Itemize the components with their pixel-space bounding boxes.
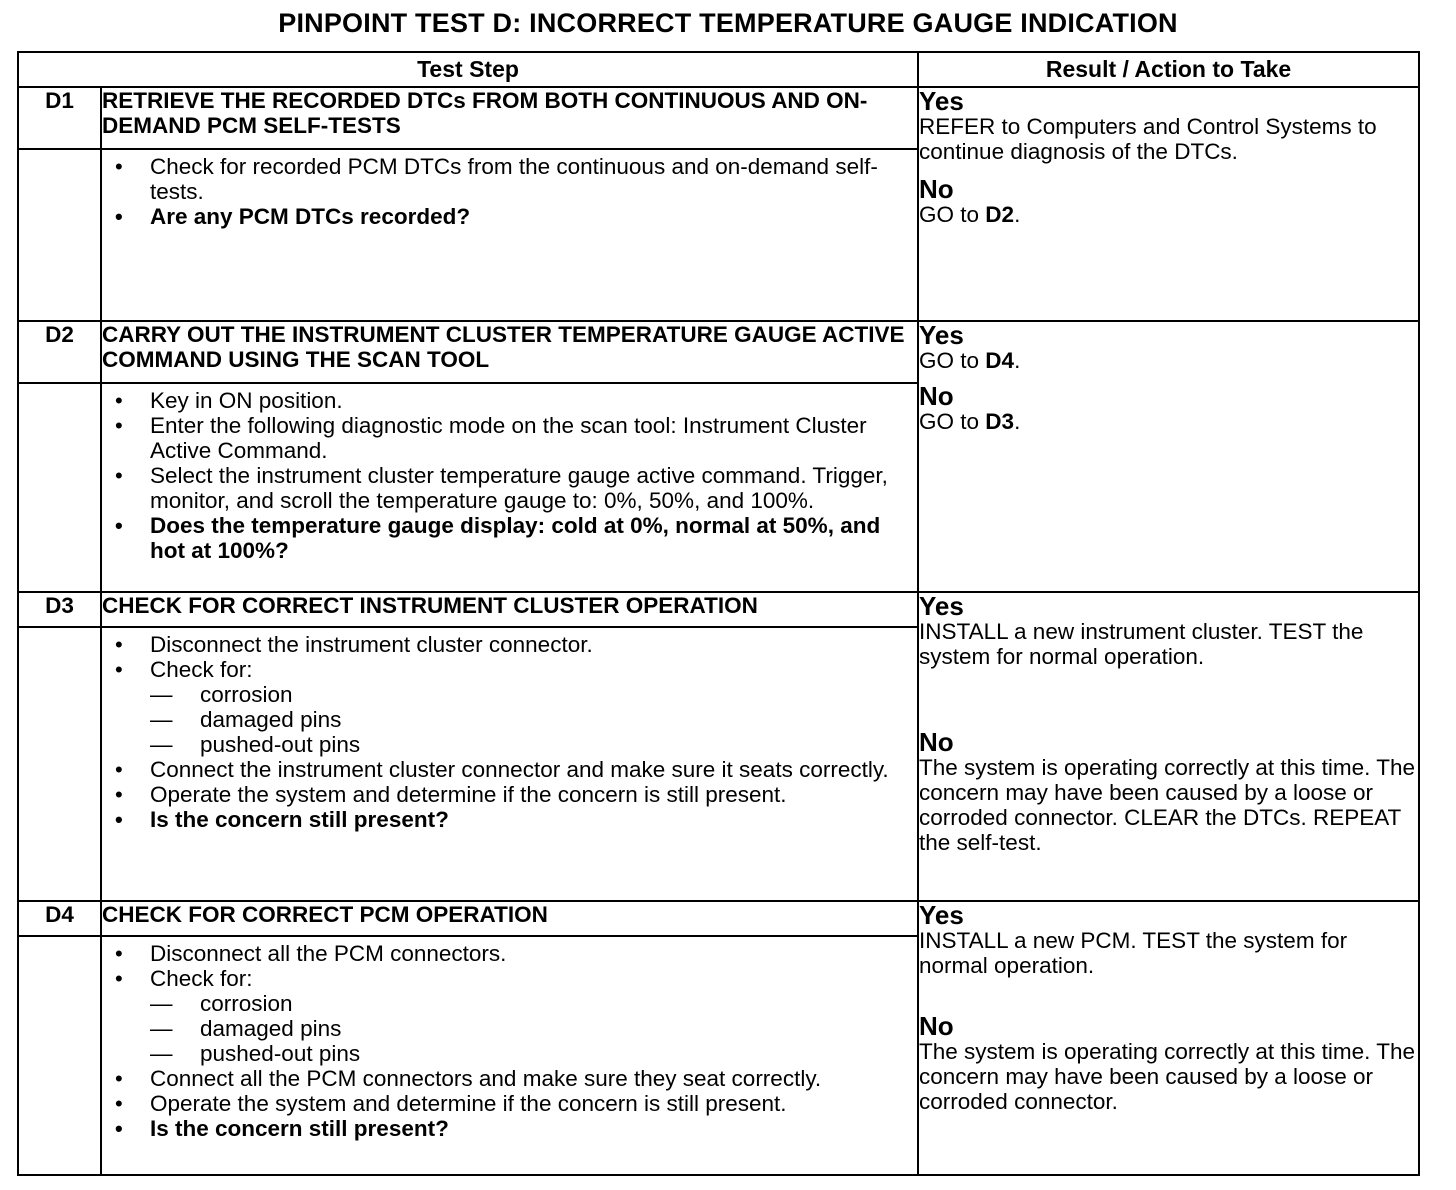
step-result <box>918 321 1419 593</box>
step-instructions <box>101 383 918 593</box>
step-heading: RETRIEVE THE RECORDED DTCs FROM BOTH CONTINUOUS AND ON-DEMAND PCM SELF-TESTS <box>101 87 918 149</box>
no-label: No <box>919 727 954 758</box>
yes-label: Yes <box>919 319 964 350</box>
result-spacer <box>919 669 1418 729</box>
check-sub-item: — damaged pins <box>150 1016 907 1041</box>
no-action-text <box>919 1039 1418 1114</box>
no-label: No <box>919 1011 954 1042</box>
yes-label: Yes <box>919 591 964 622</box>
result-spacer <box>919 164 1418 176</box>
check-sub-item: — corrosion <box>150 682 907 707</box>
step-id-spacer <box>18 936 101 1175</box>
instruction-item: • Key in ON position. <box>150 388 907 413</box>
no-label: No <box>919 174 954 204</box>
yes-suffix: . <box>1014 347 1021 373</box>
no-action: The system is operating correctly at this time. The concern may have been caused by a loose or corroded connector. <box>919 1039 1416 1115</box>
step-heading-row <box>18 87 1419 149</box>
instruction-item: • Operate the system and determine if the concern is still present. <box>150 782 907 807</box>
instruction-list <box>102 150 917 229</box>
step-heading: CHECK FOR CORRECT INSTRUMENT CLUSTER OPERATION <box>101 592 918 627</box>
step-id: D4 <box>18 901 101 936</box>
yes-action: INSTALL a new instrument cluster. TEST the system for normal operation. <box>919 619 1364 670</box>
step-id-spacer <box>18 627 101 901</box>
step-result <box>918 901 1419 1175</box>
step-result <box>918 87 1419 321</box>
instruction-item: • Operate the system and determine if the concern is still present. <box>150 1091 907 1116</box>
no-action-text <box>919 755 1418 855</box>
step-heading: CARRY OUT THE INSTRUMENT CLUSTER TEMPERATURE GAUGE ACTIVE COMMAND USING THE SCAN TOOL <box>101 321 918 383</box>
no-action-text <box>919 202 1418 227</box>
instruction-item: • Check for: <box>150 966 907 991</box>
step-question: • Is the concern still present? <box>150 807 907 832</box>
step-id-spacer <box>18 149 101 320</box>
step-question: • Does the temperature gauge display: cold at 0%, normal at 50%, and hot at 100%? <box>150 513 907 563</box>
instruction-list <box>102 384 917 563</box>
yes-label: Yes <box>919 900 964 931</box>
instruction-item: • Enter the following diagnostic mode on the scan tool: Instrument Cluster Active Command. <box>150 413 907 463</box>
instruction-item: • Connect the instrument cluster connector and make sure it seats correctly. <box>150 757 907 782</box>
page-title: PINPOINT TEST D: INCORRECT TEMPERATURE GAUGE INDICATION <box>278 8 1178 38</box>
column-header-result: Result / Action to Take <box>918 52 1419 87</box>
no-action: The system is operating correctly at this time. The concern may have been caused by a loose or corroded connector. CLEAR the DTCs. REPEAT the self-test. <box>919 755 1416 856</box>
instruction-item: • Check for: <box>150 657 907 682</box>
step-heading-row <box>18 321 1419 383</box>
instruction-item: • Select the instrument cluster temperature gauge active command. Trigger, monitor, and scroll the temperature gauge to: 0%, 50%, and 100%. <box>150 463 907 513</box>
step-heading: CHECK FOR CORRECT PCM OPERATION <box>101 901 918 936</box>
step-id-spacer <box>18 383 101 593</box>
step-instructions <box>101 149 918 320</box>
no-action: GO to <box>919 408 986 434</box>
no-step-ref: D3 <box>985 408 1015 434</box>
step-id: D3 <box>18 592 101 627</box>
instruction-item: • Connect all the PCM connectors and make sure they seat correctly. <box>150 1066 907 1091</box>
yes-action: GO to <box>919 347 986 373</box>
step-heading-row <box>18 592 1419 627</box>
step-heading-row <box>18 901 1419 936</box>
table-header-row <box>18 52 1419 87</box>
instruction-list <box>102 628 917 832</box>
instruction-item: • Disconnect the instrument cluster connector. <box>150 632 907 657</box>
result-block <box>919 593 1418 855</box>
instruction-item: • Disconnect all the PCM connectors. <box>150 941 907 966</box>
result-block <box>919 319 1418 434</box>
result-spacer <box>919 978 1418 1013</box>
pinpoint-test-table <box>17 51 1420 1176</box>
yes-action: REFER to Computers and Control Systems to continue diagnosis of the DTCs. <box>919 114 1377 164</box>
check-sub-item: — pushed-out pins <box>150 1041 907 1066</box>
step-id: D2 <box>18 321 101 383</box>
result-block <box>919 88 1418 227</box>
check-sub-item: — corrosion <box>150 991 907 1016</box>
check-sub-item: — damaged pins <box>150 707 907 732</box>
instruction-item: • Check for recorded PCM DTCs from the continuous and on-demand self-tests. <box>150 154 907 204</box>
table-body <box>18 87 1419 1175</box>
yes-action-text <box>919 114 1418 164</box>
no-suffix: . <box>1014 202 1021 227</box>
no-action: GO to <box>919 202 986 227</box>
yes-step-ref: D4 <box>985 347 1015 373</box>
no-suffix: . <box>1014 408 1021 434</box>
result-spacer <box>919 373 1418 383</box>
no-label: No <box>919 380 954 411</box>
step-instructions <box>101 627 918 901</box>
step-result <box>918 592 1419 901</box>
yes-action-text <box>919 619 1418 669</box>
no-step-ref: D2 <box>985 202 1015 227</box>
result-block <box>919 902 1418 1114</box>
step-question: • Is the concern still present? <box>150 1116 907 1141</box>
step-question: • Are any PCM DTCs recorded? <box>150 204 907 229</box>
column-header-test-step: Test Step <box>18 52 918 87</box>
check-sub-item: — pushed-out pins <box>150 732 907 757</box>
yes-label: Yes <box>919 86 964 116</box>
step-id: D1 <box>18 87 101 149</box>
step-instructions <box>101 936 918 1175</box>
no-action-text <box>919 409 1418 434</box>
yes-action: INSTALL a new PCM. TEST the system for normal operation. <box>919 928 1348 979</box>
yes-action-text <box>919 348 1418 373</box>
yes-action-text <box>919 928 1418 978</box>
instruction-list <box>102 937 917 1141</box>
